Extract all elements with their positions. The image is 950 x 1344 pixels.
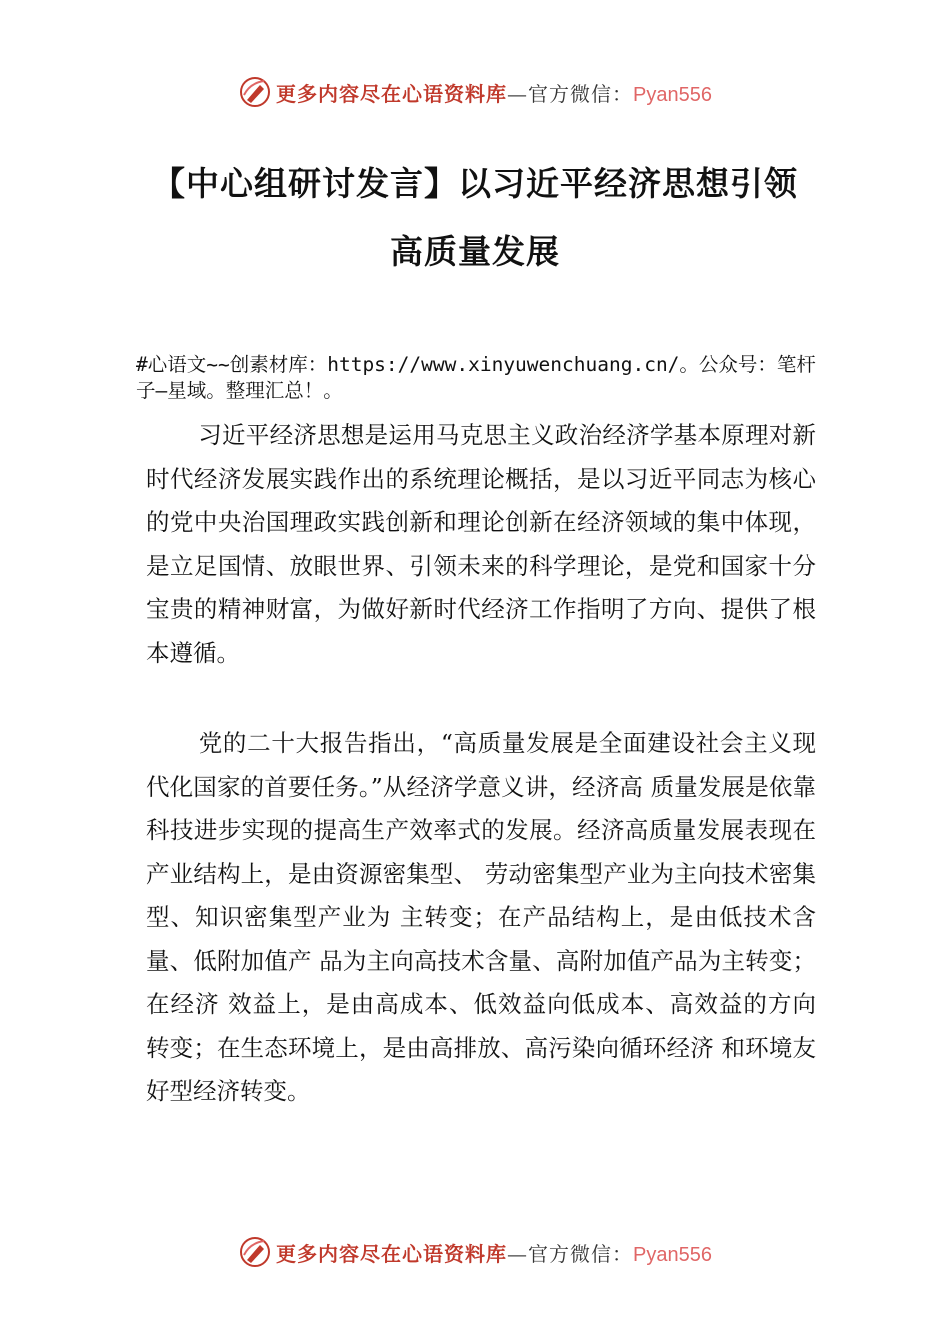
banner-text bbox=[276, 1238, 712, 1267]
footer-banner bbox=[0, 1232, 950, 1272]
paragraph-2 bbox=[146, 722, 816, 1114]
source-note: #心语文~~创素材库：https://www.xinyuwenchuang.cn/。公众号：笔杆子—星域。整理汇总！。 bbox=[136, 353, 816, 402]
pen-logo-icon bbox=[238, 1235, 272, 1269]
paragraph-1 bbox=[146, 414, 816, 675]
banner-main: 更多内容尽在心语资料库 bbox=[276, 1241, 508, 1266]
banner-wechat-label: 官方微信： bbox=[528, 81, 634, 106]
document-title bbox=[120, 150, 830, 286]
banner-dash: — bbox=[507, 81, 529, 106]
title-line-1: 【中心组研讨发言】以习近平经济思想引领 bbox=[152, 164, 798, 203]
header-banner bbox=[0, 72, 950, 112]
banner-main: 更多内容尽在心语资料库 bbox=[276, 81, 508, 106]
banner-text bbox=[276, 78, 712, 107]
paragraph-2-text: 党的二十大报告指出，“高质量发展是全面建设社会主义现代化国家的首要任务。”从经济学意义讲，经济高 质量发展是依靠科技进步实现的提高生产效率式的发展。经济高质量发展表现在产业结构上，是由资源密集型、 劳动密集型产业为主向技术密集型、知识密集型产业为 主转变；在产品结构上，是由低技术含量、低附加值产 品为主向高技术含量、高附加值产品为主转变；在经济 效益上，是由高成本、低效益向低成本、高效益的方向 转变；在生态环境上，是由高排放、高污染向循环经济 和环境友好型经济转变。 bbox=[146, 729, 816, 1105]
paragraph-1-text: 习近平经济思想是运用马克思主义政治经济学基本原理对新时代经济发展实践作出的系统理论概括，是以习近平同志为核心的党中央治国理政实践创新和理论创新在经济领域的集中体现，是立足国情、放眼世界、引领未来的科学理论，是党和国家十分宝贵的精神财富，为做好新时代经济工作指明了方向、提供了根本遵循。 bbox=[146, 421, 816, 667]
banner-wechat-id: Pyan556 bbox=[633, 83, 712, 106]
banner-dash: — bbox=[507, 1241, 529, 1266]
pen-logo-icon bbox=[238, 75, 272, 109]
title-line-2: 高质量发展 bbox=[390, 232, 560, 271]
banner-wechat-label: 官方微信： bbox=[528, 1241, 634, 1266]
banner-wechat-id: Pyan556 bbox=[633, 1243, 712, 1266]
